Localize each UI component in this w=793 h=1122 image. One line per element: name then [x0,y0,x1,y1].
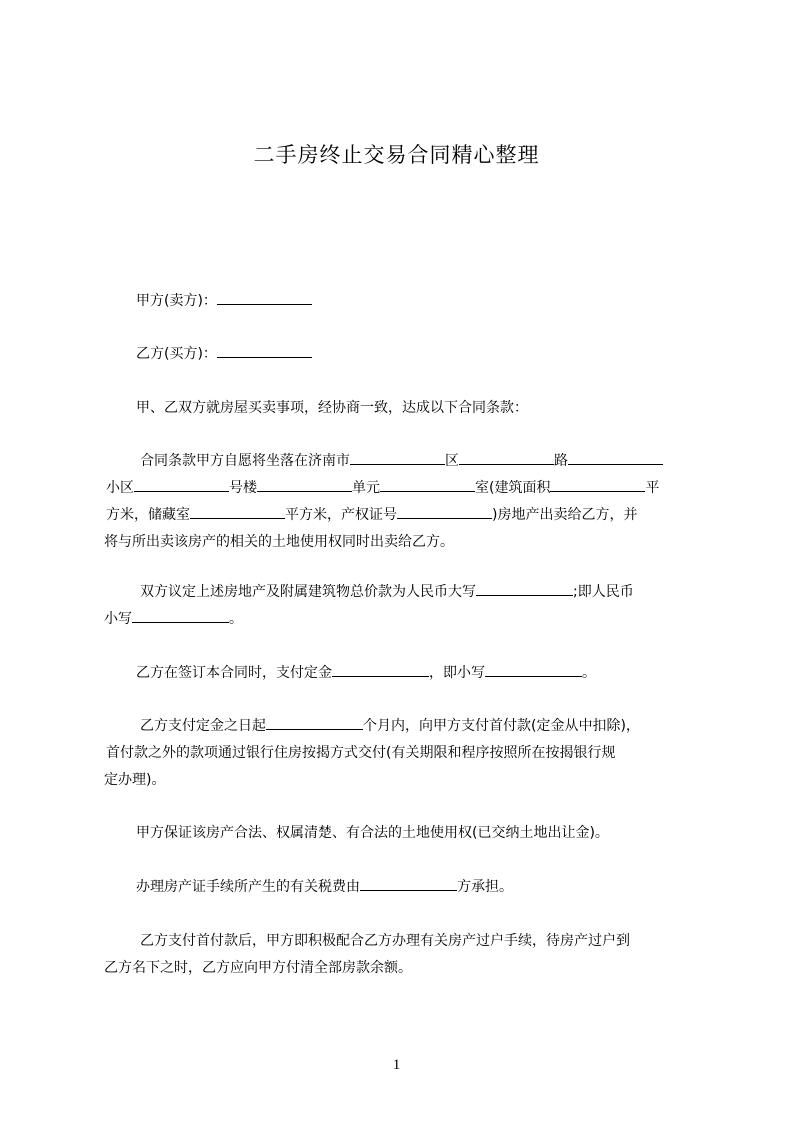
clause-text: 甲方保证该房产合法、权属清楚、有合法的土地使用权(已交纳土地出让金)。 [136,825,609,841]
party-a-line [136,288,734,315]
clause-text: )房地产出卖给乙方，并 [492,507,638,523]
clause-text: 单元 [352,480,380,496]
party-a-label: 甲方(卖方)： [136,293,217,309]
clause-text: ，即小写 [429,665,485,681]
clause-transfer-paragraph [104,928,702,982]
document-title: 二手房终止交易合同精心整理 [253,143,540,167]
certificate-blank [397,504,492,519]
page-number: 1 [392,1057,401,1073]
clause-payment-paragraph [104,713,702,794]
clause-text: 乙方支付定金之日起 [140,718,266,734]
room-blank [380,477,475,492]
clause-text: 区 [445,453,459,469]
district-blank [350,450,445,465]
clause-deposit-paragraph [136,660,734,687]
road-blank [459,450,554,465]
clause-property-paragraph [104,448,702,556]
clause-payment-line-1 [104,713,702,740]
clause-text: 乙方支付首付款后，甲方即积极配合乙方办理有关房产过户手续，待房产过户到 [140,933,630,949]
clause-text: 号楼 [229,480,257,496]
clause-property-line-3 [104,502,702,529]
building-blank [134,477,229,492]
clause-property-line-1 [104,448,702,475]
clause-text: ;即人民币 [573,584,634,600]
clause-text: 首付款之外的款项通过银行住房按揭方式交付(有关期限和程序按照所在按揭银行规 [106,745,616,761]
clause-text: 将与所出卖该房产的相关的土地使用权同时出卖给乙方。 [104,534,454,550]
clause-text: 乙方在签订本合同时，支付定金 [136,665,332,681]
clause-text: 双方议定上述房地产及附属建筑物总价款为人民币大写 [140,584,476,600]
deposit-lower-blank [485,662,582,677]
clause-text: 平方米，产权证号 [285,507,397,523]
clause-payment-line-3 [104,767,702,794]
clause-property-line-2 [104,475,702,502]
clause-guarantee-paragraph [136,820,734,847]
storage-blank [190,504,285,519]
clause-text: 个月内，向甲方支付首付款(定金从中扣除)， [363,718,640,734]
party-b-label: 乙方(买方)： [136,346,217,362]
party-b-line [136,341,734,368]
intro-paragraph [136,395,734,422]
clause-price-paragraph [104,579,702,633]
unit-blank [257,477,352,492]
intro-text: 甲、乙双方就房屋买卖事项，经协商一致，达成以下合同条款： [136,400,528,416]
community-blank [568,450,663,465]
clause-price-line-2 [104,606,702,633]
clause-text: 办理房产证手续所产生的有关税费由 [136,879,360,895]
tax-party-blank [360,876,457,891]
clause-text: 方承担。 [457,879,513,895]
deposit-upper-blank [332,662,429,677]
price-lower-blank [132,608,229,623]
clause-text: 室(建筑面积 [475,480,551,496]
clause-text: 定办理)。 [104,772,166,788]
price-upper-blank [476,581,573,596]
clause-text: 合同条款甲方自愿将坐落在济南市 [140,453,350,469]
party-b-blank [217,343,312,358]
clause-text: 小区 [106,480,134,496]
clause-payment-line-2 [104,740,702,767]
clause-text: 路 [554,453,568,469]
months-blank [266,715,363,730]
clause-text: 。 [582,665,596,681]
clause-text: 平 [645,480,660,496]
clause-text: 方米，储藏室 [106,507,190,523]
area-blank [550,477,645,492]
clause-text: 。 [229,611,243,627]
clause-transfer-line-2 [104,955,702,982]
clause-text: 小写 [104,611,132,627]
clause-price-line-1 [104,579,702,606]
party-a-blank [217,290,312,305]
clause-text: 乙方名下之时，乙方应向甲方付清全部房款余额。 [104,960,412,976]
clause-tax-paragraph [136,874,734,901]
clause-transfer-line-1 [104,928,702,955]
clause-property-line-4 [104,529,702,556]
